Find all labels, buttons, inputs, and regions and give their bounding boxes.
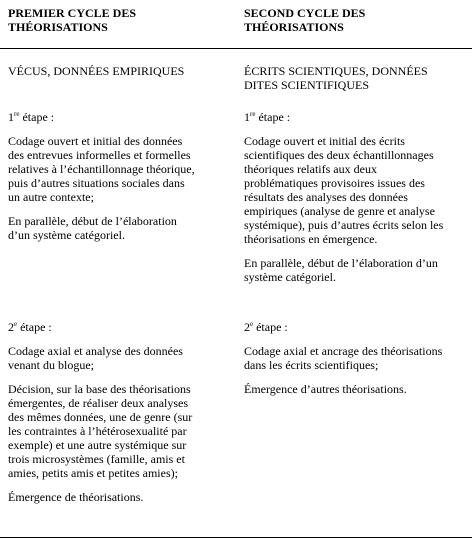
- right-step2-block: [244, 320, 466, 396]
- step-superscript: re: [14, 110, 20, 118]
- paragraph: [8, 134, 230, 204]
- step-label: [8, 110, 230, 124]
- paragraph: [8, 490, 230, 504]
- right-step1-block: [244, 110, 466, 284]
- text-line: problématiques provisoires issues des: [244, 176, 425, 190]
- text-line: relatives à l’échantillonnage théorique,: [8, 162, 195, 176]
- text-line: systémique), puis d’autres écrits selon les: [244, 218, 444, 232]
- text-line: Décision, sur la base des théorisations: [8, 382, 191, 396]
- text-line: des entrevues informelles et formelles: [8, 148, 191, 162]
- step-text: étape :: [19, 110, 55, 124]
- step-label: [244, 110, 466, 124]
- text-line: dans les écrits scientifiques;: [244, 358, 379, 372]
- subheading-scientific-writings: [244, 64, 466, 92]
- text-line: un autre contexte;: [8, 190, 94, 204]
- step-number: 2: [244, 320, 250, 334]
- text-line: scientifiques des deux échantillonnages: [244, 148, 434, 162]
- step-text: étape :: [255, 110, 291, 124]
- text-line: exemple) et une autre systémique sur: [8, 438, 187, 452]
- text-line: des mêmes données, une de genre (sur: [8, 410, 193, 424]
- header-line: SECOND CYCLE DES: [244, 6, 366, 20]
- subheading-lived-data: [8, 64, 230, 78]
- text-line: En parallèle, début de l’élaboration: [8, 214, 177, 228]
- text-line: En parallèle, début de l’élaboration d’un: [244, 256, 438, 270]
- subheading-line: VÉCUS, DONNÉES EMPIRIQUES: [8, 64, 185, 78]
- subheading-line: ÉCRITS SCIENTIQUES, DONNÉES: [244, 64, 428, 78]
- step-superscript: e: [14, 320, 18, 328]
- text-line: Codage axial et analyse des données: [8, 344, 183, 358]
- step-number: 1: [8, 110, 14, 124]
- step-text: étape :: [253, 320, 288, 334]
- paragraph: [8, 344, 230, 372]
- step-superscript: re: [250, 110, 256, 118]
- text-line: théoriques relatifs aux deux: [244, 162, 377, 176]
- step-label: [8, 320, 230, 334]
- column-second-cycle: [236, 0, 472, 538]
- text-line: résultats des analyses des données: [244, 190, 408, 204]
- step-text: étape :: [17, 320, 52, 334]
- text-line: d’un système catégoriel.: [8, 228, 125, 242]
- text-line: trois microsystèmes (famille, amis et: [8, 452, 185, 466]
- header-line: THÉORISATIONS: [8, 20, 108, 34]
- step-label: [244, 320, 466, 334]
- text-line: Codage axial et ancrage des théorisations: [244, 344, 443, 358]
- text-line: système catégoriel.: [244, 270, 336, 284]
- paragraph: [244, 382, 466, 396]
- header-line: THÉORISATIONS: [244, 20, 344, 34]
- text-line: émergentes, de réaliser deux analyses: [8, 396, 189, 410]
- text-line: puis d’autres situations sociales dans: [8, 176, 185, 190]
- left-step1-block: [8, 110, 230, 242]
- text-line: Codage ouvert et initial des écrits: [244, 134, 405, 148]
- paragraph: [8, 214, 230, 242]
- text-line: amies, petits amis et petites amies);: [8, 466, 178, 480]
- header-second-cycle: [244, 6, 466, 34]
- step-number: 1: [244, 110, 250, 124]
- step-number: 2: [8, 320, 14, 334]
- subheading-line: DITES SCIENTIFIQUES: [244, 78, 369, 92]
- step-superscript: e: [250, 320, 254, 328]
- text-line: théorisations en émergence.: [244, 232, 378, 246]
- text-line: Émergence d’autres théorisations.: [244, 382, 407, 396]
- text-line: les contraintes à l’hétérosexualité par: [8, 424, 187, 438]
- paragraph: [244, 134, 466, 246]
- paragraph: [8, 382, 230, 480]
- text-line: Émergence de théorisations.: [8, 490, 144, 504]
- header-first-cycle: [8, 6, 230, 34]
- text-line: Codage ouvert et initial des données: [8, 134, 183, 148]
- left-step2-block: [8, 320, 230, 504]
- paragraph: [244, 256, 466, 284]
- paragraph: [244, 344, 466, 372]
- header-line: PREMIER CYCLE DES: [8, 6, 137, 20]
- text-line: venant du blogue;: [8, 358, 94, 372]
- text-line: empiriques (analyse de genre et analyse: [244, 204, 435, 218]
